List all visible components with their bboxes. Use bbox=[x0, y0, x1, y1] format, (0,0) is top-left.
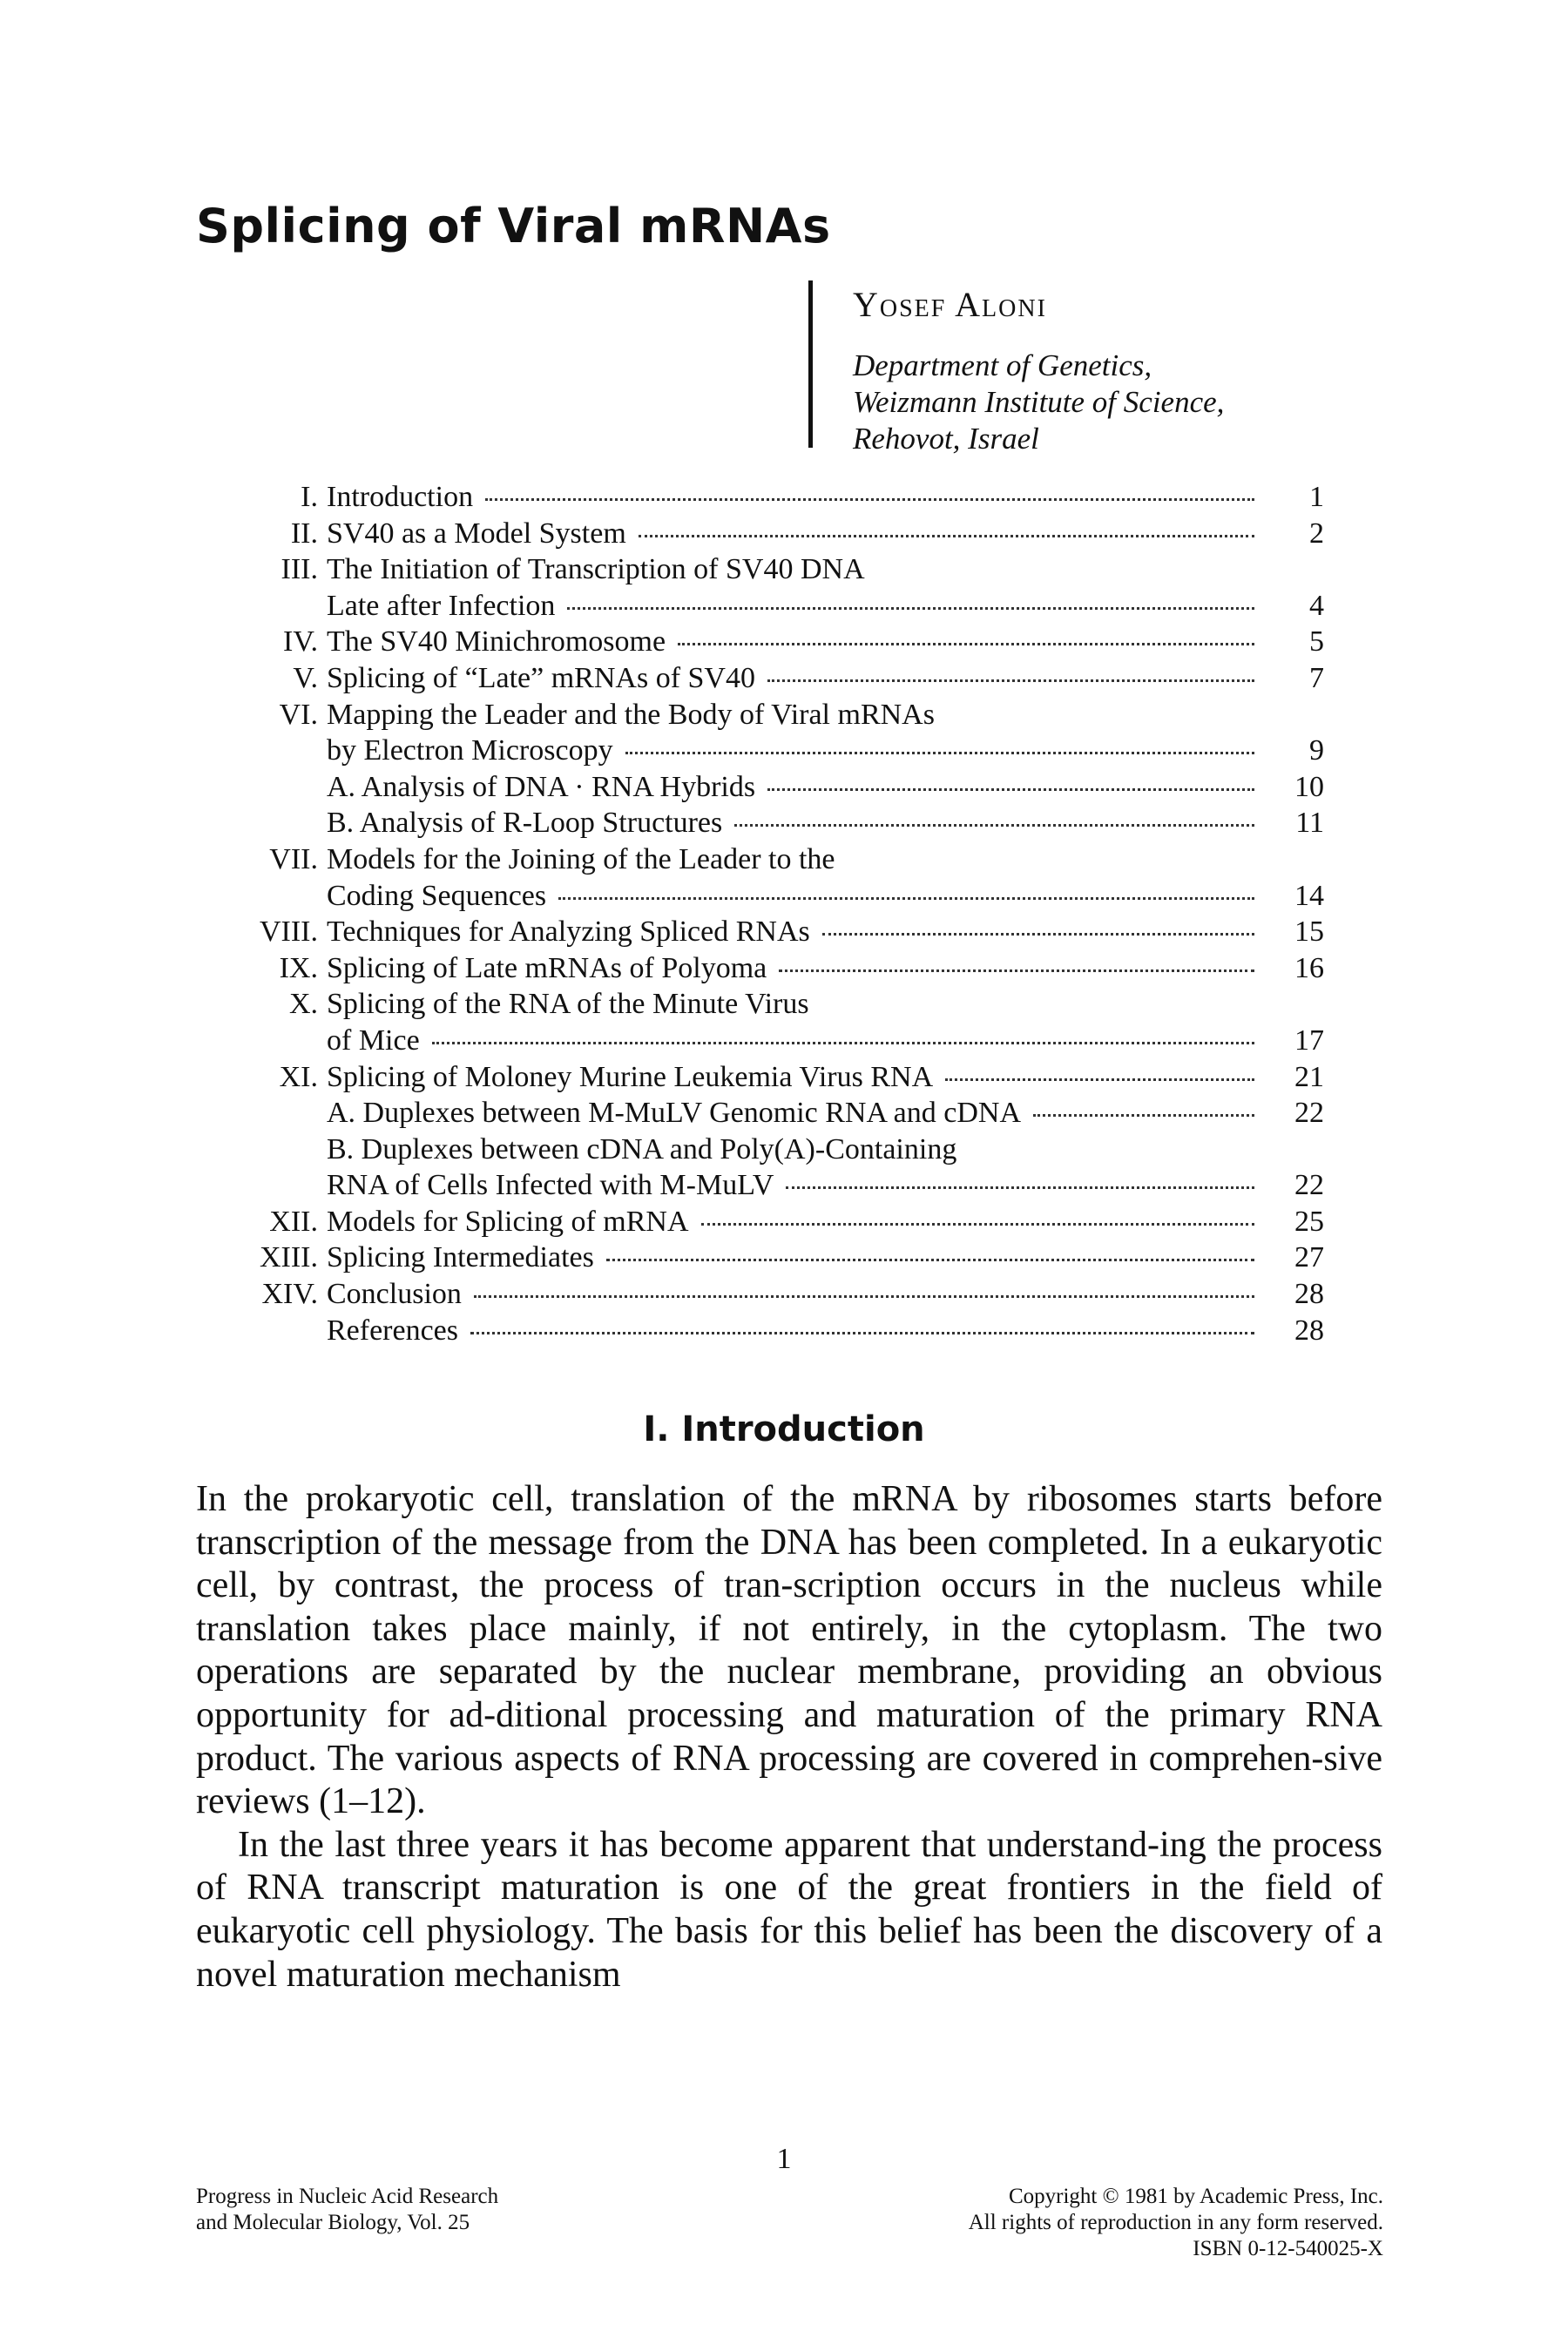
toc-entry-page: 28 bbox=[1294, 1278, 1324, 1311]
toc-entry-label: Models for the Joining of the Leader to the bbox=[327, 842, 835, 875]
toc-entry-label: Conclusion bbox=[327, 1278, 462, 1311]
toc-entry-page: 21 bbox=[1294, 1060, 1324, 1093]
toc-entry-label: Splicing of Moloney Murine Leukemia Virus RNA bbox=[327, 1060, 934, 1093]
toc-entry-page: 28 bbox=[1294, 1314, 1324, 1347]
toc-entry-page: 1 bbox=[1309, 481, 1324, 513]
toc-entry-label: Models for Splicing of mRNA bbox=[327, 1205, 689, 1238]
footer-line: ISBN 0-12-540025-X bbox=[1193, 2237, 1383, 2260]
author-name: Yosef Aloni bbox=[853, 285, 1047, 324]
toc-leader-dots bbox=[701, 1223, 1254, 1226]
toc-entry-number: XII. bbox=[269, 1205, 318, 1238]
footer-line: All rights of reproduction in any form reserved. bbox=[968, 2211, 1383, 2234]
toc-entry-number: V. bbox=[293, 661, 318, 694]
toc-entry-page: 9 bbox=[1309, 734, 1324, 767]
toc-entry bbox=[196, 517, 1324, 554]
toc-entry-label: The SV40 Minichromosome bbox=[327, 625, 666, 659]
toc-leader-dots bbox=[639, 535, 1254, 537]
toc-entry-number: I. bbox=[301, 481, 318, 513]
toc-entry-number: VII. bbox=[269, 842, 318, 875]
affiliation-line: Weizmann Institute of Science, bbox=[853, 385, 1225, 419]
chapter-title: Splicing of Viral mRNAs bbox=[196, 199, 831, 253]
toc-entry-label: A. Analysis of DNA · RNA Hybrids bbox=[327, 770, 756, 803]
toc-entry-number: II. bbox=[290, 517, 318, 550]
toc-entry bbox=[196, 988, 1324, 1024]
toc-entry bbox=[196, 1133, 1324, 1170]
toc-leader-dots bbox=[432, 1042, 1254, 1044]
toc-leader-dots bbox=[470, 1332, 1254, 1334]
toc-entry-label: Late after Infection bbox=[327, 589, 556, 622]
toc-entry bbox=[196, 1061, 1324, 1098]
toc-leader-dots bbox=[786, 1186, 1254, 1189]
toc-leader-dots bbox=[779, 969, 1254, 972]
toc-entry bbox=[196, 807, 1324, 843]
toc-entry bbox=[196, 481, 1324, 517]
page-number: 1 bbox=[776, 2143, 792, 2175]
toc-entry-page: 14 bbox=[1294, 879, 1324, 912]
toc-entry-number: XIV. bbox=[261, 1278, 318, 1311]
toc-entry-label: SV40 as a Model System bbox=[327, 517, 626, 550]
paragraph: In the last three years it has become apparent that understand-ing the process of RNA transcript maturation is one of the great frontiers in the field of eukaryotic cell physiology. The basis for this belief has been the discovery of a novel maturation mechanism bbox=[196, 1824, 1382, 1995]
toc-leader-dots bbox=[945, 1078, 1254, 1081]
toc-entry-label: B. Duplexes between cDNA and Poly(A)-Containing bbox=[327, 1132, 957, 1165]
toc-entry bbox=[196, 1241, 1324, 1278]
table-of-contents bbox=[196, 481, 1324, 1350]
toc-entry bbox=[196, 1278, 1324, 1314]
toc-leader-dots bbox=[767, 788, 1254, 791]
toc-entry-page: 15 bbox=[1294, 915, 1324, 949]
toc-entry-label: by Electron Microscopy bbox=[327, 734, 613, 767]
toc-entry-label: Splicing of the RNA of the Minute Virus bbox=[327, 988, 809, 1021]
toc-entry-page: 11 bbox=[1295, 807, 1324, 840]
toc-entry-label: The Initiation of Transcription of SV40 DNA bbox=[327, 553, 865, 586]
toc-leader-dots bbox=[567, 607, 1254, 610]
toc-entry-page: 7 bbox=[1309, 661, 1324, 694]
affiliation-line: Rehovot, Israel bbox=[853, 422, 1039, 456]
toc-entry bbox=[196, 734, 1324, 771]
toc-entry-page: 17 bbox=[1294, 1023, 1324, 1057]
toc-leader-dots bbox=[678, 643, 1254, 645]
toc-entry-number: III. bbox=[280, 553, 318, 586]
toc-entry-page: 22 bbox=[1294, 1169, 1324, 1202]
toc-entry bbox=[196, 553, 1324, 590]
toc-entry-label: Techniques for Analyzing Spliced RNAs bbox=[327, 915, 810, 949]
toc-leader-dots bbox=[1033, 1114, 1254, 1117]
toc-entry-label: Splicing of “Late” mRNAs of SV40 bbox=[327, 661, 755, 694]
toc-entry bbox=[196, 699, 1324, 735]
paragraph: In the prokaryotic cell, translation of the mRNA by ribosomes starts before transcription of the message from the DNA has been completed. In a eukaryotic cell, by contrast, the process of tran-scription occurs in the nucleus while translation takes place mainly, if not entirely, in the cytoplasm. The two operations are separated by the nuclear membrane, providing an obvious opportunity for ad-ditional processing and maturation of the primary RNA product. The various aspects of RNA processing are covered in comprehen-sive reviews (1–12). bbox=[196, 1479, 1382, 1822]
affiliation-line: Department of Genetics, bbox=[853, 348, 1152, 382]
toc-entry bbox=[196, 662, 1324, 699]
toc-entry-number: VI. bbox=[279, 698, 318, 731]
toc-entry-page: 16 bbox=[1294, 951, 1324, 984]
toc-leader-dots bbox=[558, 897, 1254, 900]
toc-entry-label: Coding Sequences bbox=[327, 879, 547, 912]
toc-leader-dots bbox=[767, 679, 1254, 682]
toc-entry-label: B. Analysis of R-Loop Structures bbox=[327, 807, 723, 840]
footer-line: Copyright © 1981 by Academic Press, Inc. bbox=[1008, 2185, 1383, 2208]
toc-entry-page: 10 bbox=[1294, 770, 1324, 803]
toc-entry-label: RNA of Cells Infected with M-MuLV bbox=[327, 1169, 774, 1202]
toc-leader-dots bbox=[625, 752, 1254, 754]
section-heading: I. Introduction bbox=[643, 1409, 925, 1449]
author-affiliation bbox=[853, 348, 1393, 457]
toc-entry-label: Splicing Intermediates bbox=[327, 1241, 594, 1274]
toc-entry-page: 2 bbox=[1309, 517, 1324, 550]
toc-entry bbox=[196, 1169, 1324, 1206]
toc-entry bbox=[196, 915, 1324, 952]
toc-entry-label: Introduction bbox=[327, 481, 474, 513]
toc-entry-page: 22 bbox=[1294, 1097, 1324, 1130]
toc-entry-label: A. Duplexes between M-MuLV Genomic RNA and cDNA bbox=[327, 1097, 1021, 1130]
toc-entry bbox=[196, 625, 1324, 662]
toc-entry bbox=[196, 1097, 1324, 1133]
toc-leader-dots bbox=[734, 824, 1254, 827]
toc-entry-label: of Mice bbox=[327, 1023, 420, 1057]
toc-leader-dots bbox=[485, 498, 1254, 501]
toc-entry-number: IX. bbox=[279, 951, 318, 984]
toc-entry bbox=[196, 880, 1324, 916]
toc-entry bbox=[196, 843, 1324, 880]
toc-entry bbox=[196, 1024, 1324, 1061]
toc-entry-page: 5 bbox=[1309, 625, 1324, 659]
toc-entry bbox=[196, 590, 1324, 626]
toc-entry-label: Mapping the Leader and the Body of Viral mRNAs bbox=[327, 698, 935, 731]
toc-entry-page: 27 bbox=[1294, 1241, 1324, 1274]
footer-journal bbox=[196, 2184, 498, 2236]
footer-line: and Molecular Biology, Vol. 25 bbox=[196, 2211, 470, 2234]
footer-copyright bbox=[969, 2184, 1383, 2262]
toc-leader-dots bbox=[606, 1259, 1254, 1261]
toc-entry-number: X. bbox=[288, 988, 318, 1021]
toc-entry bbox=[196, 1314, 1324, 1351]
toc-entry-number: XIII. bbox=[259, 1241, 318, 1274]
body-text bbox=[196, 1478, 1382, 1996]
toc-leader-dots bbox=[822, 933, 1254, 936]
toc-entry-number: VIII. bbox=[259, 915, 318, 949]
toc-entry bbox=[196, 952, 1324, 989]
toc-entry bbox=[196, 1206, 1324, 1242]
footer-line: Progress in Nucleic Acid Research bbox=[196, 2185, 499, 2208]
author-block bbox=[808, 280, 1393, 456]
toc-entry-number: XI. bbox=[279, 1060, 318, 1093]
toc-entry bbox=[196, 771, 1324, 807]
toc-entry-number: IV. bbox=[283, 625, 318, 659]
toc-leader-dots bbox=[474, 1295, 1254, 1298]
toc-entry-label: References bbox=[327, 1314, 459, 1347]
toc-entry-page: 25 bbox=[1294, 1205, 1324, 1238]
toc-entry-page: 4 bbox=[1309, 589, 1324, 622]
toc-entry-label: Splicing of Late mRNAs of Polyoma bbox=[327, 951, 767, 984]
